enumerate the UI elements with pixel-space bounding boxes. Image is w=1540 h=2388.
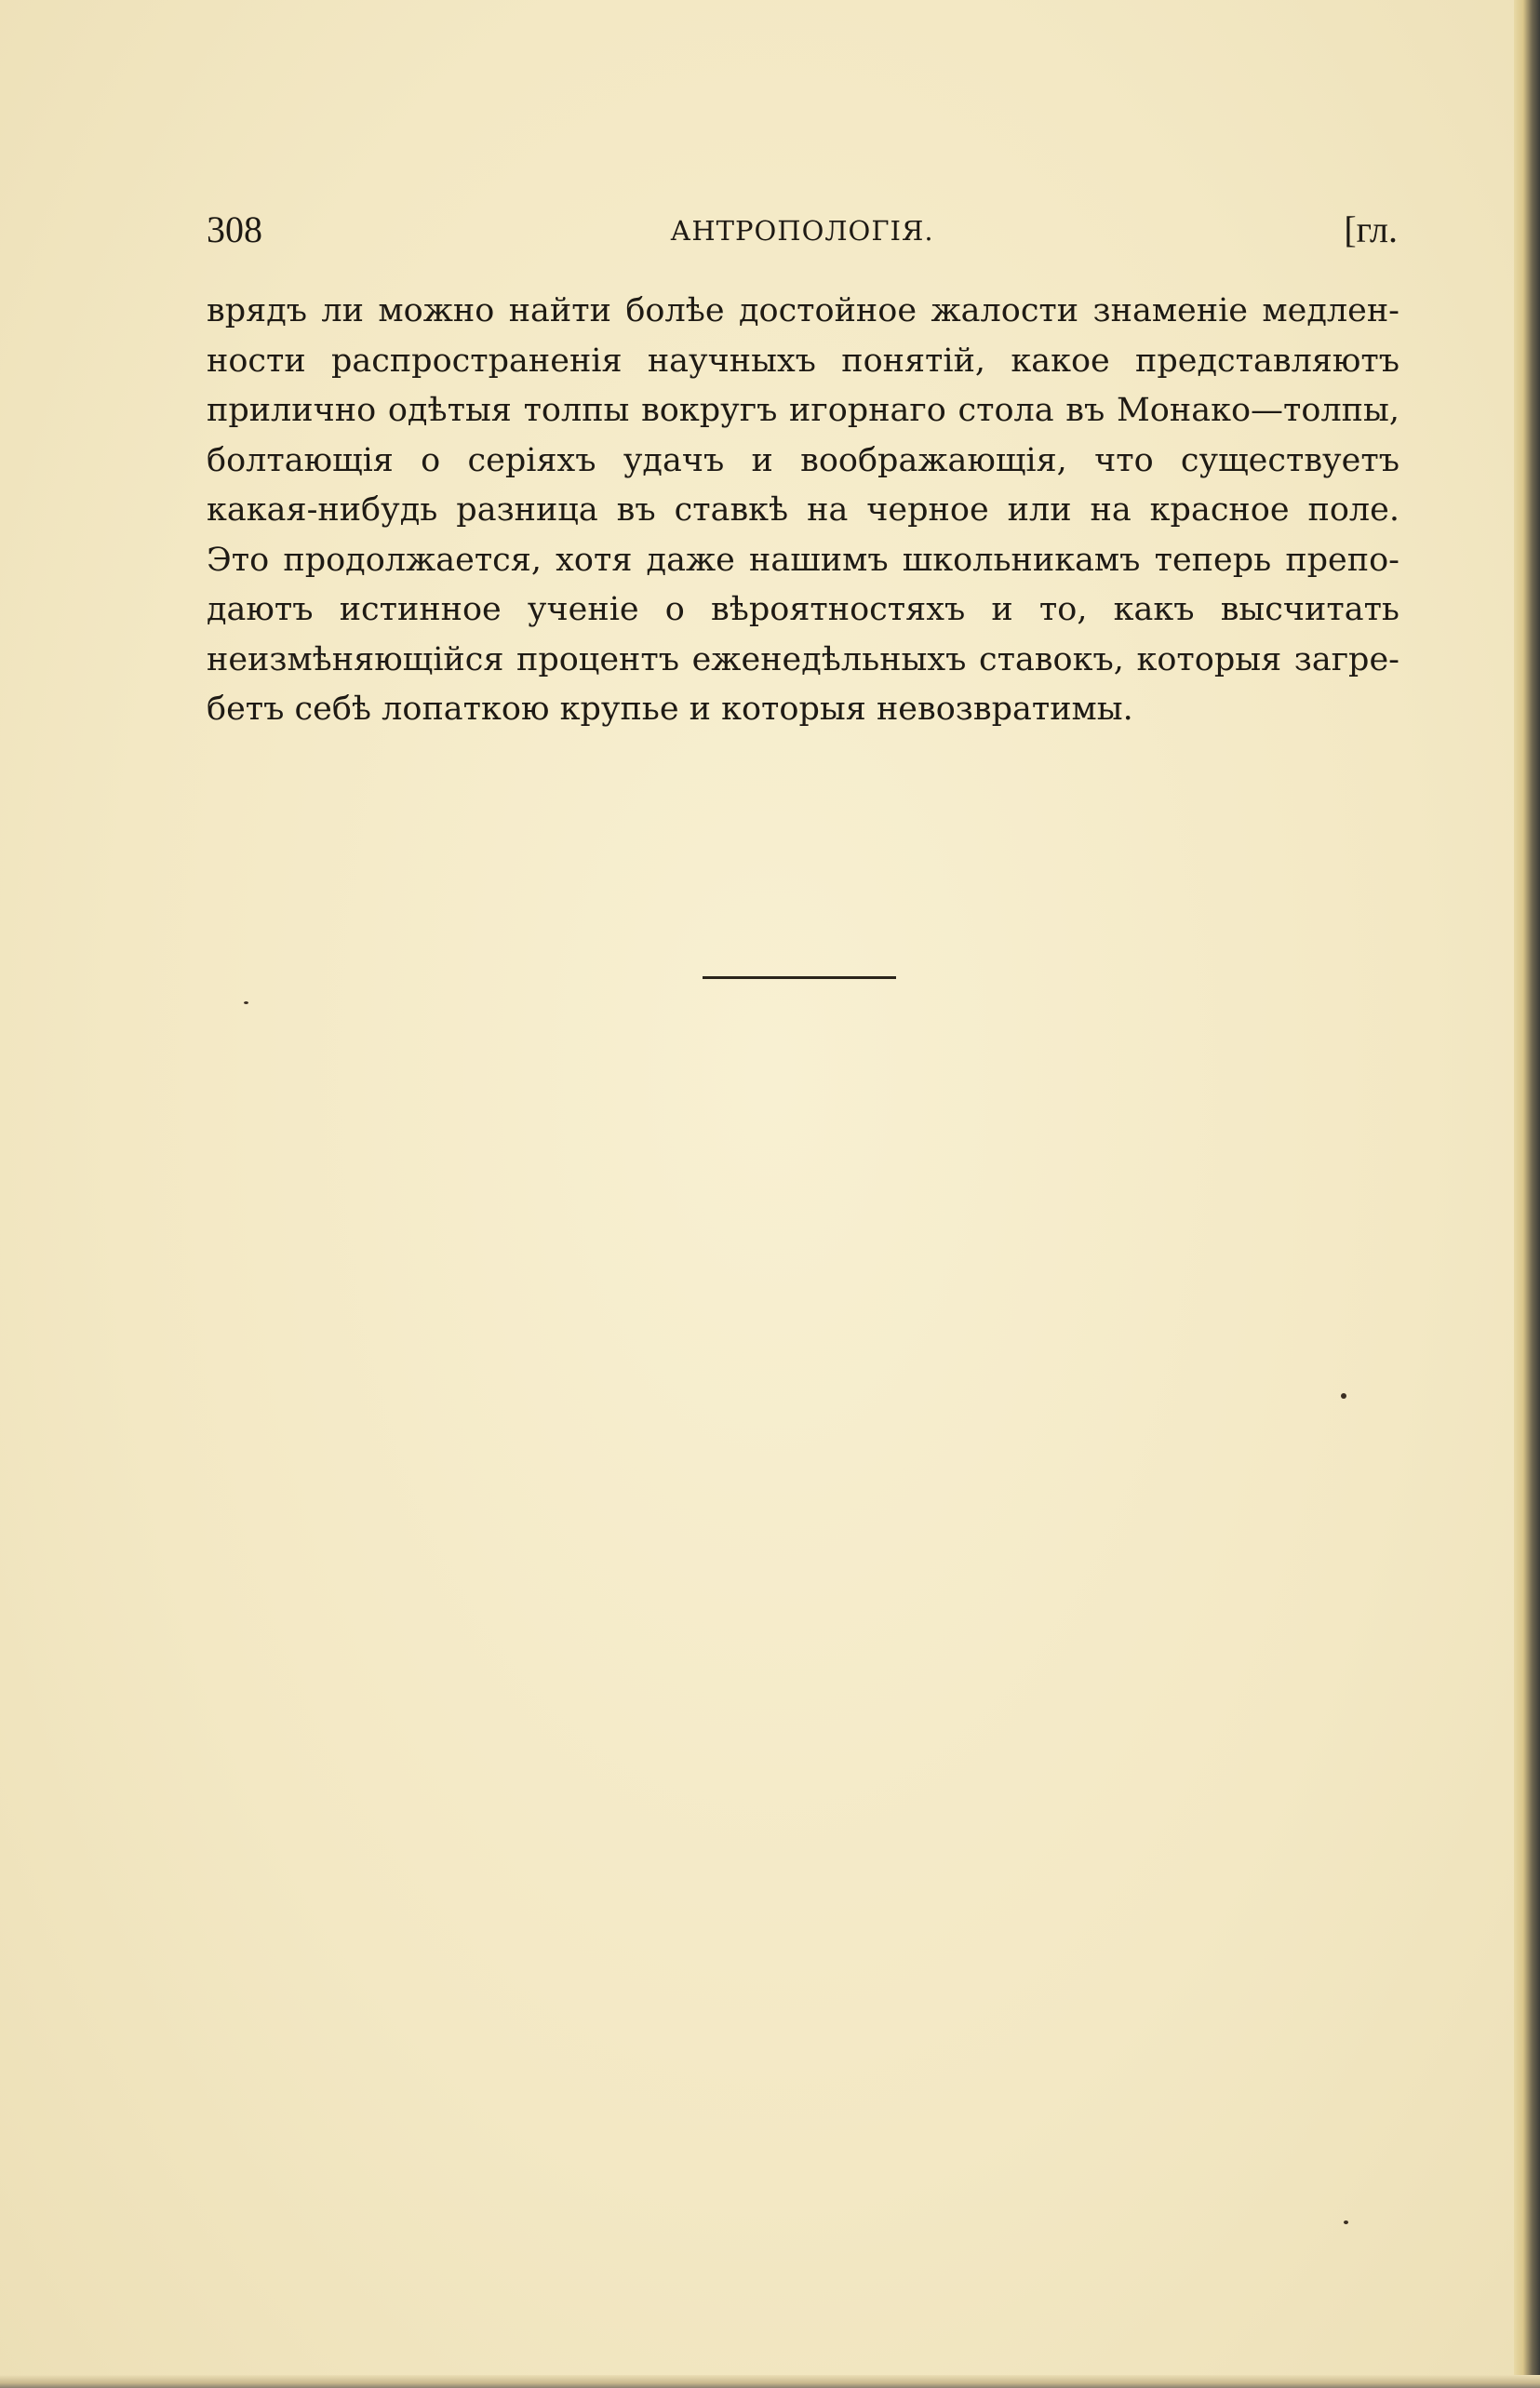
text-line: даютъ истинное ученіе о вѣроятностяхъ и то, какъ высчитать bbox=[207, 591, 1399, 628]
text-line: прилично одѣтыя толпы вокругъ игорнаго стола въ Монако—толпы, bbox=[207, 392, 1399, 429]
body-paragraph bbox=[207, 287, 1399, 735]
paper-speck bbox=[1341, 1393, 1346, 1399]
paper-speck bbox=[244, 1001, 248, 1004]
paper-speck bbox=[1344, 2220, 1348, 2224]
text-line: Это продолжается, хотя даже нашимъ школьникамъ теперь препо- bbox=[207, 541, 1399, 579]
section-reference: [гл. bbox=[1344, 208, 1398, 250]
text-line: какая-нибудь разница въ ставкѣ на черное или на красное поле. bbox=[207, 491, 1399, 529]
text-line: болтающія о серіяхъ удачъ и воображающія, что существуетъ bbox=[207, 441, 1399, 479]
section-end-rule bbox=[703, 976, 896, 979]
text-line: врядъ ли можно найти болѣе достойное жалости знаменіе медлен- bbox=[207, 292, 1399, 329]
page-right-edge bbox=[1514, 0, 1540, 2388]
page-bottom-edge bbox=[0, 2375, 1540, 2388]
text-line: бетъ себѣ лопаткою крупье и которыя невозвратимы. bbox=[207, 691, 1133, 728]
page-number: 308 bbox=[207, 208, 262, 250]
running-title: АНТРОПОЛОГІЯ. bbox=[670, 215, 934, 247]
text-line: ности распространенія научныхъ понятій, какое представляютъ bbox=[207, 342, 1399, 380]
page-header bbox=[207, 207, 1398, 253]
text-line: неизмѣняющійся процентъ еженедѣльныхъ ставокъ, которыя загре- bbox=[207, 640, 1399, 678]
